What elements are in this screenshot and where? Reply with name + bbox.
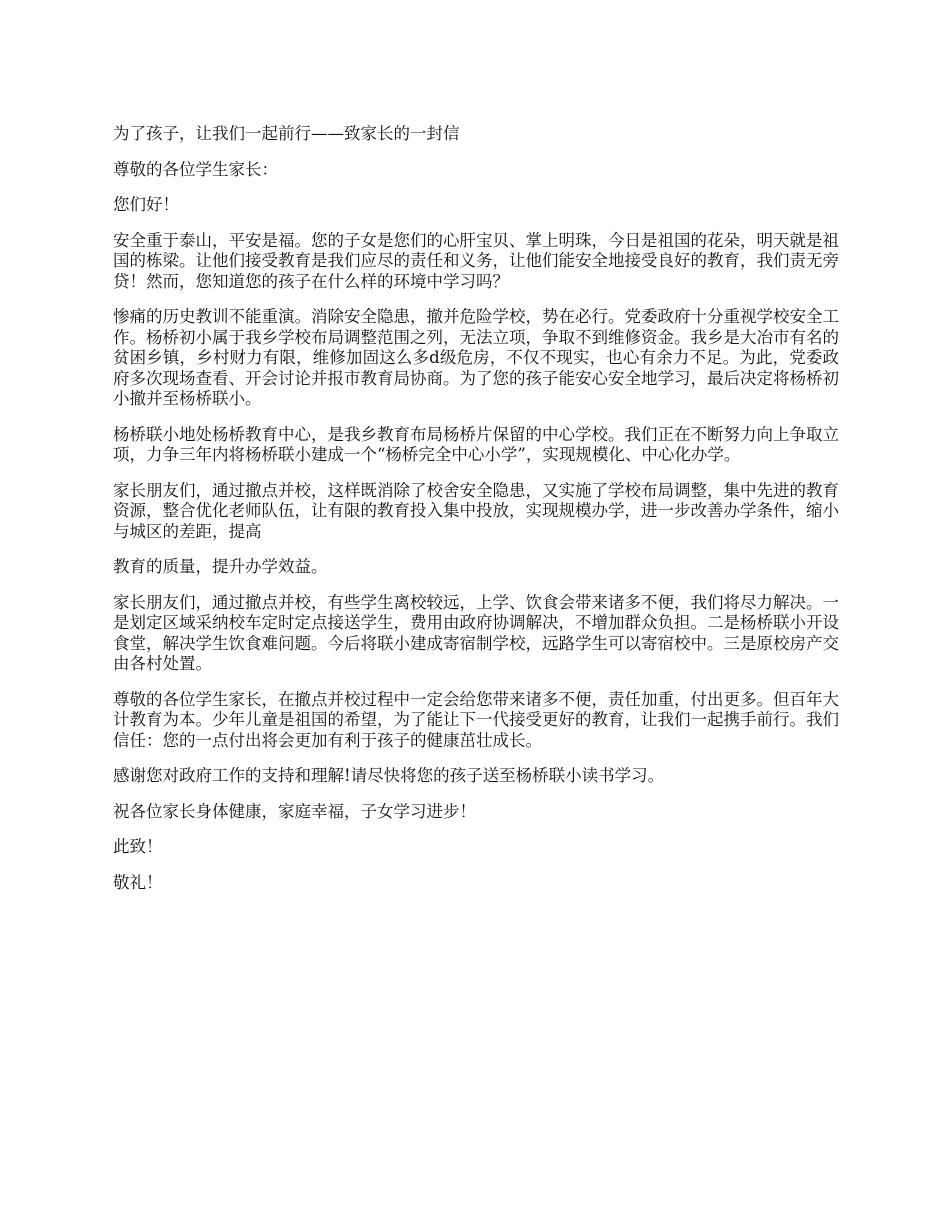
paragraph-merge-benefits-cont: 教育的质量，提升办学效益。 — [113, 557, 328, 576]
paragraph-solutions: 家长朋友们，通过撤点并校，有些学生离校较远，上学、饮食会带来诸多不便，我们将尽力解决。一是划定区域采纳校车定时定点接送学生，费用由政府协调解决，不增加群众负担。二是杨桥联小开设食堂，解决学生饮食难问题。今后将联小建成寄宿制学校，远路学生可以寄宿校中。三是原校房产交由各村处置。 — [113, 592, 839, 673]
paragraph-merge-benefits: 家长朋友们，通过撤点并校，这样既消除了校舍安全隐患，又实施了学校布局调整，集中先进的教育资源，整合优化老师队伍，让有限的教育投入集中投放，实现规模办学，进一步改善办学条件，缩小与城区的差距，提高 — [113, 480, 839, 541]
closing-jing-li: 敬礼！ — [113, 872, 163, 892]
letter-title: 为了孩子，让我们一起前行——致家长的一封信 — [113, 124, 460, 143]
closing-ci-zhi: 此致！ — [113, 837, 163, 856]
letter-page — [113, 124, 839, 908]
paragraph-thanks: 感谢您对政府工作的支持和理解!请尽快将您的孩子送至杨桥联小读书学习。 — [113, 766, 665, 785]
paragraph-appeal: 尊敬的各位学生家长，在撤点并校过程中一定会给您带来诸多不便，责任加重，付出更多。但百年大计教育为本。少年儿童是祖国的希望，为了能让下一代接受更好的教育，让我们一起携手前行。我们信任：您的一点付出将会更加有利于孩子的健康茁壮成长。 — [113, 689, 839, 750]
paragraph-history-lesson: 惨痛的历史教训不能重演。消除安全隐患，撤并危险学校，势在必行。党委政府十分重视学校安全工作。杨桥初小属于我乡学校布局调整范围之列，无法立项，争取不到维修资金。我乡是大冶市有名的贫困乡镇，乡村财力有限，维修加固这么多d级危房，不仅不现实，也心有余力不足。为此，党委政府多次现场查看、开会讨论并报市教育局协商。为了您的孩子能安心安全地学习，最后决定将杨桥初小撤并至杨桥联小。 — [113, 307, 839, 408]
paragraph-safety: 安全重于泰山，平安是福。您的子女是您们的心肝宝贝、掌上明珠，今日是祖国的花朵，明天就是祖国的栋梁。让他们接受教育是我们应尽的责任和义务，让他们能安全地接受良好的教育，我们责无旁贷！然而，您知道您的孩子在什么样的环境中学习吗？ — [113, 230, 839, 291]
paragraph-wishes: 祝各位家长身体健康，家庭幸福，子女学习进步！ — [113, 801, 476, 821]
letter-greeting: 您们好！ — [113, 195, 179, 214]
paragraph-school-center: 杨桥联小地处杨桥教育中心，是我乡教育布局杨桥片保留的中心学校。我们正在不断努力向上争取立项，力争三年内将杨桥联小建成一个“杨桥完全中心小学”，实现规模化、中心化办学。 — [113, 424, 839, 464]
letter-salutation: 尊敬的各位学生家长： — [113, 159, 278, 179]
